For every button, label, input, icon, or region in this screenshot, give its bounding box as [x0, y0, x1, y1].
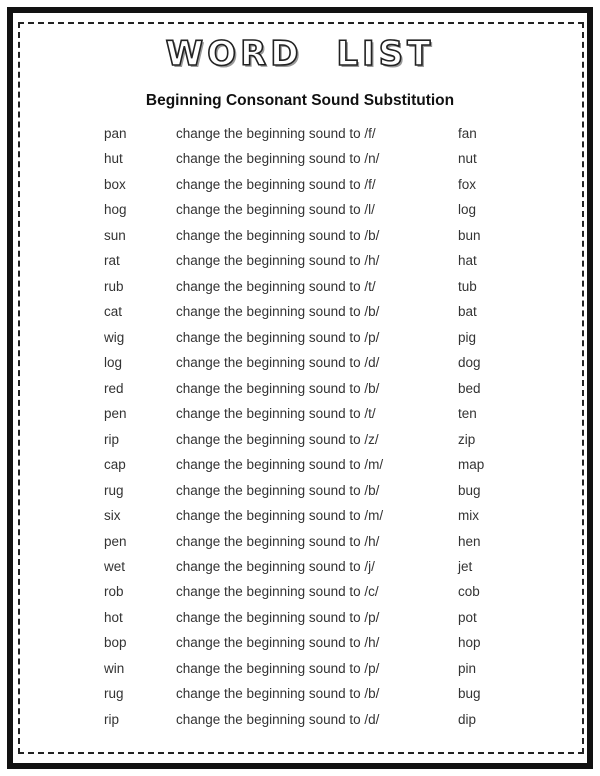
original-word: wet [104, 558, 126, 574]
word-row [0, 534, 600, 559]
word-row [0, 559, 600, 584]
new-word: mix [458, 508, 479, 524]
word-list [0, 126, 600, 737]
word-row [0, 406, 600, 431]
word-row [0, 483, 600, 508]
original-word: win [104, 660, 125, 676]
word-row [0, 584, 600, 609]
original-word: pen [104, 406, 127, 422]
new-word: bug [458, 686, 481, 702]
instruction: change the beginning sound to /t/ [176, 406, 376, 422]
new-word: hen [458, 533, 481, 549]
original-word: sun [104, 227, 126, 243]
instruction: change the beginning sound to /n/ [176, 151, 380, 167]
new-word: hop [458, 635, 481, 651]
instruction: change the beginning sound to /l/ [176, 202, 375, 218]
original-word: cat [104, 304, 123, 320]
new-word: bat [458, 304, 477, 320]
word-row [0, 457, 600, 482]
word-row [0, 126, 600, 151]
instruction: change the beginning sound to /b/ [176, 380, 380, 396]
word-row [0, 712, 600, 737]
original-word: log [104, 355, 123, 371]
word-row [0, 279, 600, 304]
original-word: hog [104, 202, 127, 218]
word-row [0, 304, 600, 329]
word-row [0, 355, 600, 380]
new-word: fox [458, 176, 477, 192]
new-word: pot [458, 609, 477, 625]
word-row [0, 381, 600, 406]
original-word: pen [104, 533, 127, 549]
word-row [0, 432, 600, 457]
original-word: wig [104, 329, 125, 345]
instruction: change the beginning sound to /p/ [176, 660, 380, 676]
instruction: change the beginning sound to /b/ [176, 227, 380, 243]
instruction: change the beginning sound to /h/ [176, 635, 380, 651]
original-word: rub [104, 278, 124, 294]
new-word: map [458, 457, 485, 473]
new-word: bed [458, 380, 481, 396]
original-word: rip [104, 711, 120, 727]
original-word: hut [104, 151, 123, 167]
instruction: change the beginning sound to /b/ [176, 304, 380, 320]
original-word: bop [104, 635, 127, 651]
new-word: jet [458, 558, 473, 574]
new-word: log [458, 202, 477, 218]
original-word: cap [104, 457, 126, 473]
instruction: change the beginning sound to /b/ [176, 482, 380, 498]
original-word: box [104, 176, 126, 192]
page-title: WORD LIST [165, 34, 435, 74]
new-word: ten [458, 406, 477, 422]
word-row [0, 330, 600, 355]
new-word: nut [458, 151, 477, 167]
instruction: change the beginning sound to /m/ [176, 508, 384, 524]
word-row [0, 686, 600, 711]
original-word: rob [104, 584, 124, 600]
instruction: change the beginning sound to /j/ [176, 558, 375, 574]
instruction: change the beginning sound to /p/ [176, 329, 380, 345]
word-row [0, 635, 600, 660]
new-word: bug [458, 482, 481, 498]
instruction: change the beginning sound to /p/ [176, 609, 380, 625]
word-row [0, 177, 600, 202]
instruction: change the beginning sound to /f/ [176, 126, 376, 141]
original-word: rug [104, 686, 124, 702]
instruction: change the beginning sound to /z/ [176, 431, 379, 447]
new-word: pig [458, 329, 477, 345]
word-row [0, 253, 600, 278]
word-row [0, 610, 600, 635]
instruction: change the beginning sound to /t/ [176, 278, 376, 294]
original-word: red [104, 380, 124, 396]
new-word: cob [458, 584, 480, 600]
original-word: rug [104, 482, 124, 498]
original-word: pan [104, 126, 127, 141]
word-row [0, 508, 600, 533]
word-row [0, 661, 600, 686]
new-word: zip [458, 431, 476, 447]
new-word: fan [458, 126, 477, 141]
word-row [0, 202, 600, 227]
new-word: tub [458, 278, 477, 294]
new-word: pin [458, 660, 477, 676]
new-word: hat [458, 253, 477, 269]
original-word: hot [104, 609, 123, 625]
instruction: change the beginning sound to /d/ [176, 711, 380, 727]
word-row [0, 151, 600, 176]
new-word: bun [458, 227, 481, 243]
instruction: change the beginning sound to /b/ [176, 686, 380, 702]
instruction: change the beginning sound to /f/ [176, 176, 376, 192]
original-word: six [104, 508, 121, 524]
new-word: dip [458, 711, 477, 727]
word-row [0, 228, 600, 253]
instruction: change the beginning sound to /d/ [176, 355, 380, 371]
instruction: change the beginning sound to /c/ [176, 584, 379, 600]
instruction: change the beginning sound to /m/ [176, 457, 384, 473]
original-word: rat [104, 253, 120, 269]
instruction: change the beginning sound to /h/ [176, 533, 380, 549]
instruction: change the beginning sound to /h/ [176, 253, 380, 269]
new-word: dog [458, 355, 481, 371]
page-subtitle: Beginning Consonant Sound Substitution [145, 92, 455, 109]
original-word: rip [104, 431, 120, 447]
